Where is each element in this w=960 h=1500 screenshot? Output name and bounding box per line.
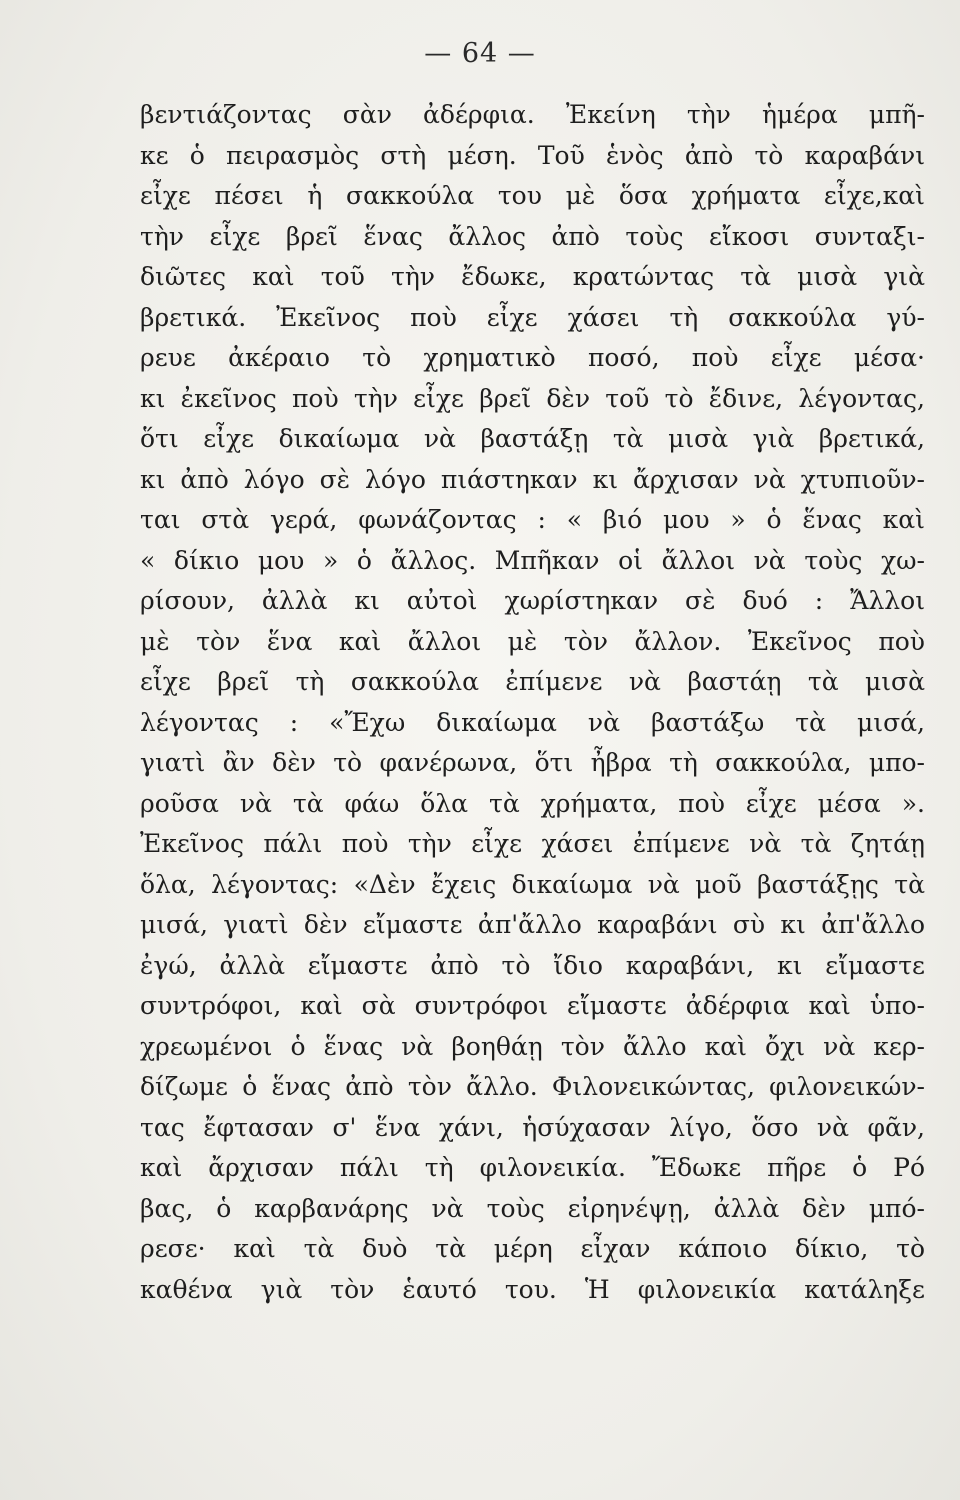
text-line: κι ἐκεῖνος ποὺ τὴν εἶχε βρεῖ δὲν τοῦ τὸ ἔδινε, λέγοντας, [140,383,925,413]
page-number: — 64 — [424,38,536,69]
text-line: βρετικά. Ἐκεῖνος ποὺ εἶχε χάσει τὴ σακκούλα γύ- [140,302,925,332]
text-line: μισά, γιατὶ δὲν εἴμαστε ἀπ'ἄλλο καραβάνι σὺ κι ἀπ'ἄλλο [140,910,925,939]
text-line: Ἐκεῖνος πάλι ποὺ τὴν εἶχε χάσει ἐπίμενε νὰ τὰ ζητάῃ [140,829,925,858]
text-line: κι ἀπὸ λόγο σὲ λόγο πιάστηκαν κι ἄρχισαν νὰ χτυπιοῦν- [140,464,925,494]
text-line: μὲ τὸν ἕνα καὶ ἄλλοι μὲ τὸν ἄλλον. Ἐκεῖνος ποὺ [140,626,925,656]
text-line: χρεωμένοι ὁ ἕνας νὰ βοηθάῃ τὸν ἄλλο καὶ ὄχι νὰ κερ- [140,1031,925,1061]
text-line: καὶ ἄρχισαν πάλι τὴ φιλονεικία. Ἔδωκε πῆρε ὁ Ρό [140,1153,925,1182]
text-line: γιατὶ ἂν δὲν τὸ φανέρωνα, ὅτι ἦβρα τὴ σακκούλα, μπο- [140,748,925,777]
text-line: κε ὁ πειρασμὸς στὴ μέση. Τοῦ ἑνὸς ἀπὸ τὸ καραβάνι [140,140,925,170]
text-line: « δίκιο μου » ὁ ἄλλος. Μπῆκαν οἱ ἄλλοι νὰ τοὺς χω- [140,545,925,575]
text-line: ὅτι εἶχε δικαίωμα νὰ βαστάξῃ τὰ μισὰ γιὰ βρετικά, [140,424,925,453]
text-line: τας ἔφτασαν σ' ἕνα χάνι, ἡσύχασαν λίγο, ὅσο νὰ φᾶν, [140,1112,925,1142]
text-line: ὅλα, λέγοντας: «Δὲν ἔχεις δικαίωμα νὰ μοῦ βαστάξῃς τὰ [140,869,925,899]
text-line: βας, ὁ καρβανάρης νὰ τοὺς εἰρηνέψῃ, ἀλλὰ δὲν μπό- [140,1193,925,1223]
text-line: ται στὰ γερά, φωνάζοντας : « βιό μου » ὁ ἕνας καὶ [140,505,925,534]
text-line: ροῦσα νὰ τὰ φάω ὅλα τὰ χρήματα, ποὺ εἶχε μέσα ». [140,788,925,818]
text-line: καθένα γιὰ τὸν ἑαυτό του. Ἡ φιλονεικία κατάληξε [140,1274,925,1304]
text-line: βεντιάζοντας σὰν ἀδέρφια. Ἐκείνη τὴν ἡμέρα μπῆ- [140,100,925,129]
text-line: ρεσε· καὶ τὰ δυὸ τὰ μέρη εἶχαν κάποιο δίκιο, τὸ [140,1234,925,1263]
text-line: εἶχε βρεῖ τὴ σακκούλα ἐπίμενε νὰ βαστάῃ τὰ μισὰ [140,667,925,696]
text-line: διῶτες καὶ τοῦ τὴν ἔδωκε, κρατώντας τὰ μισὰ γιὰ [140,262,925,291]
text-line: λέγοντας : «Ἔχω δικαίωμα νὰ βαστάξω τὰ μισά, [140,707,925,737]
text-line: ρευε ἀκέραιο τὸ χρηματικὸ ποσό, ποὺ εἶχε μέσα· [140,343,925,372]
text-line: ἐγώ, ἀλλὰ εἴμαστε ἀπὸ τὸ ἴδιο καραβάνι, κι εἴμαστε [140,950,925,980]
text-line: συντρόφοι, καὶ σὰ συντρόφοι εἴμαστε ἀδέρφια καὶ ὑπο- [140,991,925,1020]
text-line: ρίσουν, ἀλλὰ κι αὐτοὶ χωρίστηκαν σὲ δυό : Ἄλλοι [140,586,925,615]
text-line: τὴν εἶχε βρεῖ ἕνας ἄλλος ἀπὸ τοὺς εἴκοσι συνταξι- [140,221,925,251]
text-line: εἶχε πέσει ἡ σακκούλα του μὲ ὅσα χρήματα εἶχε,καὶ [140,181,925,210]
text-line: δίζωμε ὁ ἕνας ἀπὸ τὸν ἄλλο. Φιλονεικώντας, φιλονεικών- [140,1072,925,1101]
body-text [140,95,925,1310]
